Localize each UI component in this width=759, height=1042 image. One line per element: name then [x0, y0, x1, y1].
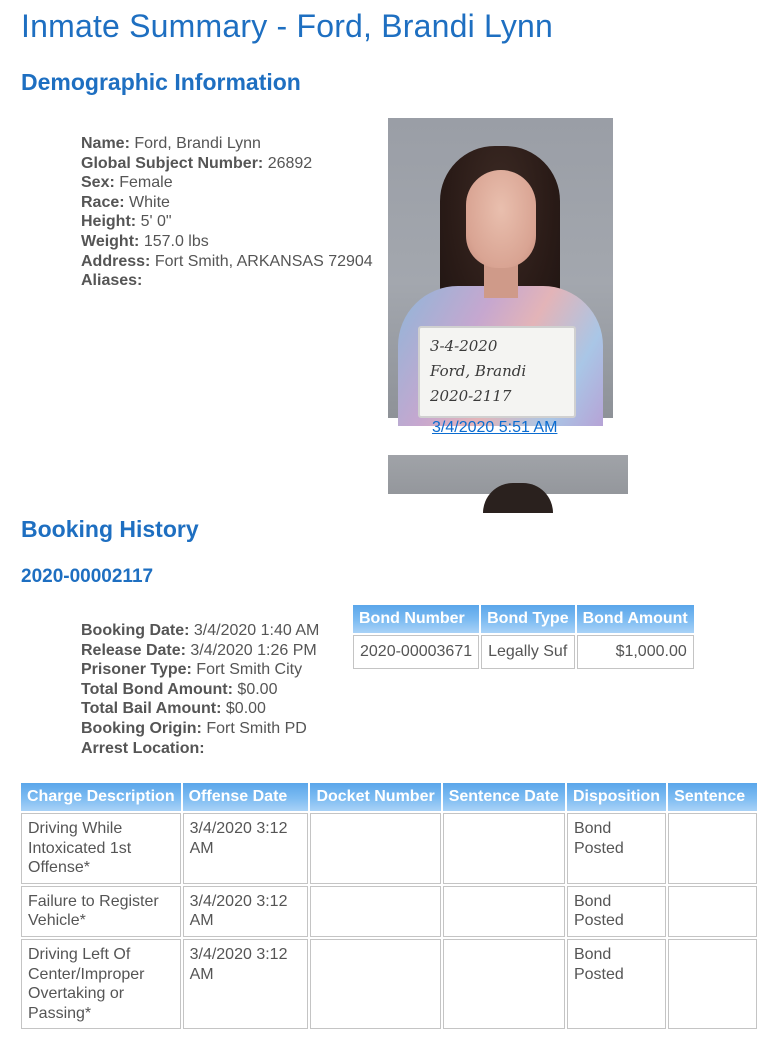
table-row	[21, 813, 757, 884]
field-race	[81, 193, 373, 213]
field-aliases	[81, 271, 373, 291]
charge-description-cell: Driving While Intoxicated 1st Offense*	[21, 813, 181, 884]
field-label: Sex:	[81, 174, 115, 192]
field-booking-origin	[81, 719, 319, 739]
placard-line: 3-4-2020	[430, 337, 498, 355]
field-value: Fort Smith, ARKANSAS 72904	[154, 252, 373, 270]
mugshot-photo-secondary[interactable]	[388, 455, 628, 494]
field-sex	[81, 173, 373, 193]
offense-date-cell: 3/4/2020 3:12 AM	[183, 813, 309, 884]
field-label: Total Bail Amount:	[81, 700, 222, 718]
field-label: Release Date:	[81, 641, 186, 659]
mugshot-face	[466, 170, 536, 268]
disposition-cell: Bond Posted	[567, 813, 666, 884]
field-value: $0.00	[237, 680, 278, 698]
column-header-docket-number[interactable]: Docket Number	[310, 783, 440, 811]
field-label: Race:	[81, 193, 125, 211]
sentence-cell	[668, 939, 757, 1029]
field-value: 3/4/2020 1:40 AM	[193, 622, 320, 639]
field-global-subject-number	[81, 154, 373, 174]
field-label: Arrest Location:	[81, 739, 205, 757]
booking-number-heading: 2020-00002117	[21, 566, 154, 587]
column-header-sentence-date[interactable]: Sentence Date	[443, 783, 565, 811]
field-value: 157.0 lbs	[143, 232, 209, 250]
disposition-cell: Bond Posted	[567, 939, 666, 1029]
field-value: 3/4/2020 1:26 PM	[190, 641, 317, 659]
charge-description-cell: Driving Left Of Center/Improper Overtaking or Passing*	[21, 939, 181, 1029]
table-row	[353, 635, 694, 669]
column-header-bond-type[interactable]: Bond Type	[481, 605, 574, 633]
field-label: Height:	[81, 213, 137, 231]
mugshot-date-link[interactable]: 3/4/2020 5:51 AM	[432, 419, 558, 436]
field-booking-date	[81, 621, 319, 641]
field-value: 26892	[267, 154, 313, 172]
bond-type-cell: Legally Suf	[481, 635, 574, 669]
charge-description-cell: Failure to Register Vehicle*	[21, 886, 181, 937]
field-label: Aliases:	[81, 272, 143, 290]
column-header-offense-date[interactable]: Offense Date	[183, 783, 309, 811]
field-value: Ford, Brandi Lynn	[134, 135, 261, 152]
field-address	[81, 252, 373, 272]
offense-date-cell: 3/4/2020 3:12 AM	[183, 939, 309, 1029]
booking-fields	[81, 621, 319, 758]
field-arrest-location	[81, 739, 319, 759]
field-label: Prisoner Type:	[81, 661, 192, 679]
bond-table-header-row	[353, 605, 694, 633]
mugshot-placard	[418, 326, 576, 418]
field-value: Fort Smith City	[196, 661, 303, 679]
docket-number-cell	[310, 886, 440, 937]
column-header-disposition[interactable]: Disposition	[567, 783, 666, 811]
sentence-date-cell	[443, 813, 565, 884]
demographic-fields	[81, 134, 373, 291]
docket-number-cell	[310, 813, 440, 884]
field-value: Female	[119, 174, 173, 192]
field-value: 5' 0"	[140, 213, 172, 231]
column-header-bond-amount[interactable]: Bond Amount	[577, 605, 694, 633]
page-title: Inmate Summary - Ford, Brandi Lynn	[21, 8, 554, 44]
booking-history-heading: Booking History	[21, 516, 199, 542]
charges-table	[19, 781, 759, 1031]
field-value: White	[129, 193, 170, 211]
table-row	[21, 886, 757, 937]
field-label: Booking Date:	[81, 622, 190, 639]
docket-number-cell	[310, 939, 440, 1029]
charges-table-container[interactable]	[19, 781, 746, 1042]
column-header-charge-description[interactable]: Charge Description	[21, 783, 181, 811]
field-label: Address:	[81, 252, 151, 270]
field-label: Weight:	[81, 232, 140, 250]
field-total-bail-amount	[81, 699, 319, 719]
sentence-date-cell	[443, 939, 565, 1029]
field-label: Booking Origin:	[81, 719, 202, 737]
table-row	[21, 939, 757, 1029]
column-header-bond-number[interactable]: Bond Number	[353, 605, 479, 633]
field-total-bond-amount	[81, 680, 319, 700]
bond-amount-cell: $1,000.00	[577, 635, 694, 669]
sentence-date-cell	[443, 886, 565, 937]
charges-table-header-row	[21, 783, 757, 811]
field-label: Global Subject Number:	[81, 154, 264, 172]
offense-date-cell: 3/4/2020 3:12 AM	[183, 886, 309, 937]
placard-line: Ford, Brandi	[430, 362, 527, 380]
sentence-cell	[668, 886, 757, 937]
bond-number-cell: 2020-00003671	[353, 635, 479, 669]
field-name	[81, 134, 373, 154]
bond-table	[351, 603, 696, 671]
field-height	[81, 212, 373, 232]
field-release-date	[81, 641, 319, 661]
mugshot-photo[interactable]	[388, 118, 613, 418]
column-header-sentence[interactable]: Sentence	[668, 783, 757, 811]
field-label: Total Bond Amount:	[81, 680, 233, 698]
field-label: Name:	[81, 135, 130, 152]
mugshot-secondary-hair	[483, 483, 553, 513]
field-value: Fort Smith PD	[206, 719, 307, 737]
placard-line: 2020-2117	[430, 387, 512, 405]
field-value: $0.00	[225, 700, 266, 718]
sentence-cell	[668, 813, 757, 884]
demographic-info-heading: Demographic Information	[21, 69, 301, 95]
field-prisoner-type	[81, 660, 319, 680]
field-weight	[81, 232, 373, 252]
disposition-cell: Bond Posted	[567, 886, 666, 937]
